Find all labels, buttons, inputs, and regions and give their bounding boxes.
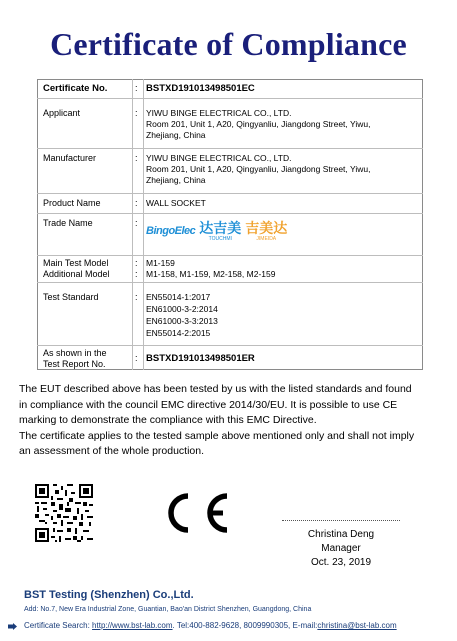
issuer-address: Add: No.7, New Era Industrial Zone, Guantian, Bao'an District Shenzhen, Guangdong, China [24, 606, 312, 613]
compliance-statement [19, 382, 444, 460]
manufacturer-name: YIWU BINGE ELECTRICAL CO., LTD. [146, 153, 292, 163]
additional-model-value: M1-158, M1-159, M2-158, M2-159 [146, 269, 276, 279]
statement-line: marking to demonstrate the compliance with this EMC Directive. [19, 414, 317, 426]
applicant-address-line: Zhejiang, China [146, 130, 206, 140]
test-standard-item: EN61000-3-2:2014 [146, 304, 218, 314]
certificate-search-line [24, 621, 397, 630]
table-column-divider [143, 79, 144, 370]
table-row-divider [37, 255, 423, 256]
certificate-search-label: Certificate Search: [24, 621, 90, 630]
test-standard-item: EN55014-2:2015 [146, 328, 211, 338]
statement-line: in compliance with the council EMC directive 2014/30/EU. It is possible to use CE [19, 398, 398, 411]
jimeida-logo-sub: JIMEIDA [256, 235, 277, 242]
test-standard-item: EN55014-1:2017 [146, 292, 211, 302]
table-row-divider [37, 282, 423, 283]
colon: : [135, 198, 138, 208]
certificate-title: Certificate of Compliance [50, 26, 407, 62]
table-column-divider [132, 79, 133, 370]
bingoelec-logo: BingoElec [146, 225, 196, 237]
table-row-divider [37, 98, 423, 99]
test-standard-label: Test Standard [43, 292, 99, 302]
colon: : [135, 292, 138, 302]
signatory-title: Manager [321, 543, 361, 554]
colon: : [135, 153, 138, 163]
signatory-name: Christina Deng [307, 529, 375, 540]
colon: : [135, 269, 138, 279]
statement-line: The certificate applies to the tested sample above mentioned only and shall not imply [19, 429, 415, 442]
qr-code [35, 484, 93, 542]
test-report-number: BSTXD191013498501ER [146, 353, 255, 364]
product-name-label: Product Name [43, 198, 101, 208]
certificate-no-label: Certificate No. [43, 83, 108, 94]
table-row-divider [37, 213, 423, 214]
applicant-address-line: Room 201, Unit 1, A20, Qingyanliu, Jiangdong Street, Yiwu, [146, 119, 371, 129]
colon: : [135, 108, 138, 118]
tel-label: . Tel: [172, 621, 190, 630]
additional-model-label: Additional Model [43, 269, 110, 279]
manufacturer-label: Manufacturer [43, 153, 97, 163]
signature-line [282, 520, 400, 521]
telephone-numbers: 400-882-9628, 8009990305, [189, 621, 291, 630]
table-row-divider [37, 345, 423, 346]
test-report-label-line1: As shown in the [43, 348, 107, 358]
table-row-divider [37, 148, 423, 149]
touchmi-logo-sub: TOUCHMI [208, 235, 232, 242]
product-name-value: WALL SOCKET [146, 198, 206, 208]
trade-name-logos [146, 219, 287, 243]
main-test-model-value: M1-159 [146, 258, 175, 268]
colon: : [135, 258, 138, 268]
test-report-label-line2: Test Report No. [43, 359, 106, 369]
signature-date: Oct. 23, 2019 [310, 557, 372, 568]
statement-line: an assessment of the whole production. [19, 445, 205, 457]
touchmi-logo [199, 221, 241, 242]
email-label: E-mail: [292, 621, 318, 630]
applicant-name: YIWU BINGE ELECTRICAL CO., LTD. [146, 108, 292, 118]
arrow-right-icon [8, 623, 17, 630]
statement-line: The EUT described above has been tested by us with the listed standards and found [19, 383, 412, 395]
ce-mark [158, 490, 232, 536]
main-test-model-label: Main Test Model [43, 258, 109, 268]
manufacturer-address-line: Zhejiang, China [146, 175, 206, 185]
manufacturer-address-line: Room 201, Unit 1, A20, Qingyanliu, Jiangdong Street, Yiwu, [146, 164, 371, 174]
trade-name-label: Trade Name [43, 218, 93, 228]
jimeida-logo [245, 221, 287, 242]
jimeida-logo-main: 吉美达 [245, 219, 288, 236]
colon: : [135, 218, 138, 228]
test-standard-item: EN61000-3-3:2013 [146, 316, 218, 326]
applicant-label: Applicant [43, 108, 81, 118]
touchmi-logo-main: 达吉美 [199, 219, 242, 236]
email-link[interactable]: christina@bst-lab.com [317, 621, 397, 630]
table-row-divider [37, 193, 423, 194]
certificate-no-value: BSTXD191013498501EC [146, 83, 255, 94]
colon: : [135, 83, 138, 93]
colon: : [135, 353, 138, 363]
issuer-company: BST Testing (Shenzhen) Co.,Ltd. [24, 589, 194, 601]
website-link[interactable]: http://www.bst-lab.com [92, 621, 173, 630]
